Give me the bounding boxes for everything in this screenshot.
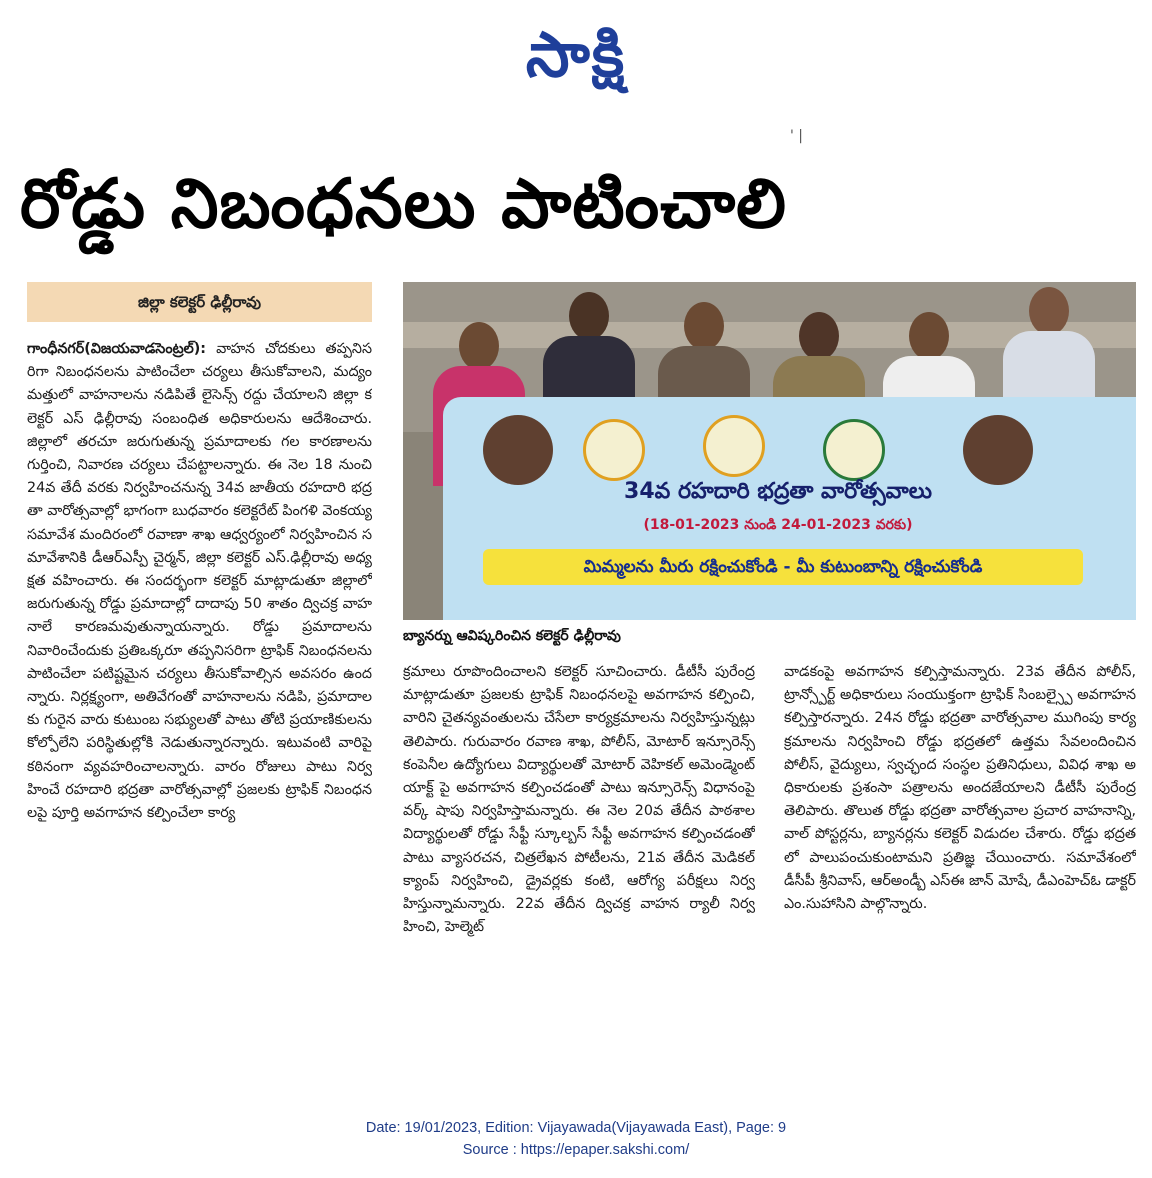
footer-date-edition: Date: 19/01/2023, Edition: Vijayawada(Vijayawada East), Page: 9 [365,1120,787,1136]
article-column-1 [27,338,372,1066]
banner-emblem [703,415,765,477]
masthead-logo: సాక్షి [525,18,627,91]
footer-source: Source : https://epaper.sakshi.com/ [462,1142,690,1158]
banner-portrait [483,415,553,485]
article-column-2 [403,661,755,1069]
article-subhead: జిల్లా కలెక్టర్ ఢిల్లీరావు [27,282,372,322]
article-column-3-text: వాడకంపై అవగాహన కల్పిస్తామన్నారు. 23వ తేదీన పోలీస్, ట్రాన్స్పోర్ట్ అధికారులు సంయుక్తంగా ట్రాఫిక్ సింబల్స్పై అవగాహన కల్పిస్తారన్నారు. 24న రోడ్డు భద్రతా వారోత్సవాల ముగింపు కార్యక్రమాలను నిర్వహించి రోడ్డు భద్రతలో ఉత్తమ సేవలందించిన పోలీస్, వైద్యులు, స్వచ్ఛంద సంస్థల ప్రతినిధులు, వివిధ శాఖ అధికారులకు ప్రశంసా పత్రాలను అందజేయాలని డీటీసీ పురేంద్ర తెలిపారు. తొలుత రోడ్డు భద్రతా వారోత్సవాల ప్రచార వాహనాన్ని, వాల్ పోస్టర్లను, బ్యానర్లను కలెక్టర్ విడుదల చేశారు. రోడ్డు భద్రతలో పాలుపంచుకుంటామని ప్రతిజ్ఞ చేయించారు. సమావేశంలో డీసీపీ శ్రీనివాస్, ఆర్అండ్బీ ఎస్ఈ జాన్ మోషే, డీఎంహెచ్ఓ డాక్టర్ ఎం.సుహాసిని పాల్గొన్నారు. [784,664,1136,913]
road-safety-banner [443,397,1136,620]
article-dateline: గాంధీనగర్(విజయవాడసెంట్రల్): [27,341,207,357]
banner-portrait [963,415,1033,485]
banner-logo [583,419,645,481]
banner-title: 34వ రహదారి భద్రతా వారోత్సవాలు [624,479,932,504]
banner-slogan: మిమ్మలను మీరు రక్షించుకోండి - మీ కుటుంబాన్ని రక్షించుకోండి [483,549,1083,585]
photo-caption: బ్యానర్ను ఆవిష్కరించిన కలెక్టర్ ఢిల్లీరావు [403,628,621,644]
stray-mark: ' | [790,128,804,144]
page-footer [0,1117,1152,1161]
article-column-1-text: వాహన చోదకులు తప్పనిసరిగా నిబంధనలను పాటించేలా చర్యలు తీసుకోవాలని, మద్యం మత్తులో వాహనాలను నడిపితే లైసెన్స్ రద్దు చేయాలని జిల్లా కలెక్టర్ ఎస్ ఢిల్లీరావు సంబంధిత అధికారులను ఆదేశించారు. జిల్లాలో తరచూ జరుగుతున్న ప్రమాదాలకు గల కారణాలను గుర్తించి, నివారణ చర్యలు చేపట్టాలన్నారు. ఈ నెల 18 నుంచి 24వ తేదీ వరకు నిర్వహించనున్న 34వ జాతీయ రహదారి భద్రతా వారోత్సవాల్లో భాగంగా బుధవారం కలెక్టరేట్ పింగళి వెంకయ్య సమావేశ మందిరంలో రవాణా శాఖ ఆధ్వర్యంలో నిర్వహించిన సమావేశానికి డీఆర్ఎస్పీ చైర్మన్, జిల్లా కలెక్టర్ ఎస్.ఢిల్లీరావు అధ్యక్షత వహించారు. ఈ సందర్భంగా కలెక్టర్ మాట్లాడుతూ జిల్లాలో జరుగుతున్న రోడ్డు ప్రమాదాల్లో దాదాపు 50 శాతం ద్విచక్ర వాహనాలే కారణమవుతున్నాయన్నారు. రోడ్డు ప్రమాదాలను నివారించేందుకు ప్రతిఒక్కరూ తప్పనిసరిగా ట్రాఫిక్ నిబంధనలను పాటించేలా పటిష్టమైన చర్యలు తీసుకోవాల్సిన అవసరం ఉందన్నారు. నిర్లక్ష్యంగా, అతివేగంతో వాహనాలను నడిపి, ప్రమాదాలకు గురైన వారు కుటుంబ సభ్యులతో పాటు తోటి ప్రయాణికులను కోల్పోలేని పరిస్థితుల్లోకి నెడుతున్నారన్నారు. ఇటువంటి వారిపై కఠినంగా వ్యవహరించాలన్నారు. వారం రోజులు పాటు నిర్వహించే రహదారి భద్రతా వారోత్సవాల్లో ప్రజలకు ట్రాఫిక్ నిబంధనలపై పూర్తి అవగాహన కల్పించేలా కార్య [27,341,372,822]
news-photo [403,282,1136,620]
article-column-2-text: క్రమాలు రూపొందించాలని కలెక్టర్ సూచించారు. డీటీసీ పురేంద్ర మాట్లాడుతూ ప్రజలకు ట్రాఫిక్ నిబంధనలపై అవగాహన కల్పించి, వారిని చైతన్యవంతులను చేసేలా కార్యక్రమాలను నిర్వహిస్తున్నట్లు తెలిపారు. గురువారం రవాణ శాఖ, పోలీస్, మోటార్ ఇన్సూరెన్స్ కంపెనీల ఉద్యోగులు విద్యార్థులతో మోటార్ వెహికల్ అమెండ్మెంట్ యాక్ట్ పై అవగాహన కల్పించడంతో పాటు ఇన్సూరెన్స్ విధానంపై వర్క్ షాపు నిర్వహిస్తామన్నారు. ఈ నెల 20వ తేదీన పాఠశాల విద్యార్థులతో రోడ్డు సేఫ్టీ స్కూల్బస్ సేఫ్టీ అవగాహన కల్పించడంతో పాటు వ్యాసరచన, చిత్రలేఖన పోటీలను, 21వ తేదీన మెడికల్ క్యాంప్ నిర్వహించి, డ్రైవర్లకు కంటి, ఆరోగ్య పరీక్షలు నిర్వహిస్తున్నామన్నారు. 22వ తేదీన ద్విచక్ర వాహన ర్యాలీ నిర్వహించి, హెల్మెట్ [403,664,755,936]
banner-g20-logo [823,419,885,481]
article-column-3 [784,661,1136,1069]
article-headline: రోడ్డు నిబంధనలు పాటించాలి [20,165,788,244]
banner-dates: (18-01-2023 నుండి 24-01-2023 వరకు) [643,517,913,533]
